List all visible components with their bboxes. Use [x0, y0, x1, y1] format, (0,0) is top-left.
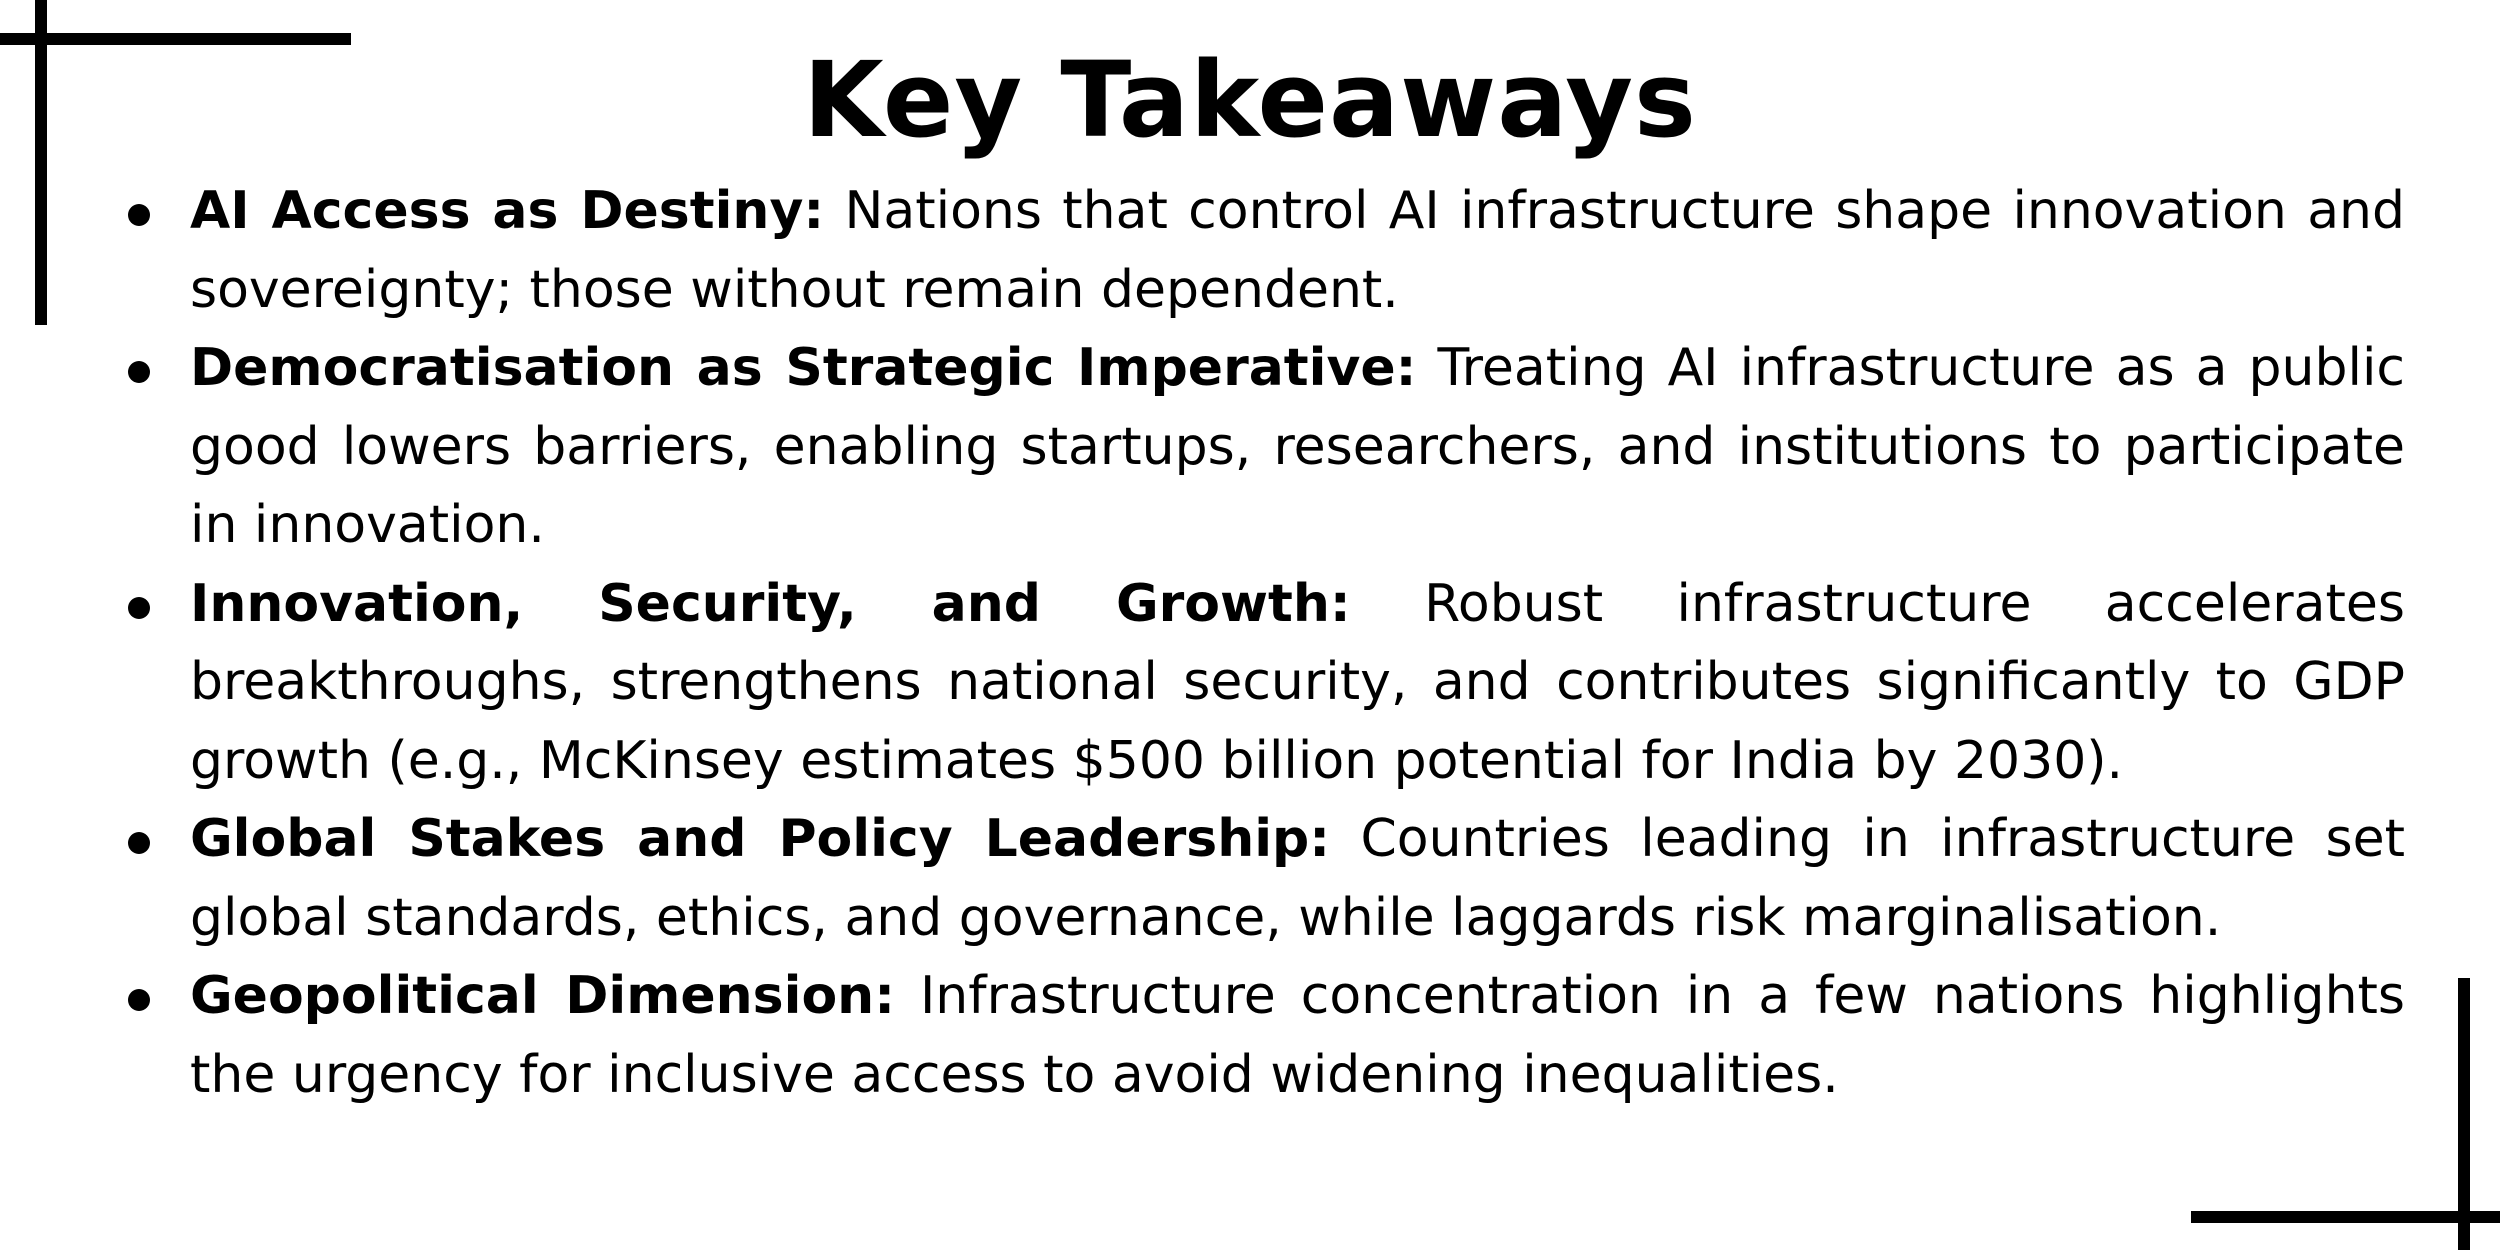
takeaways-list: [190, 172, 2405, 1114]
takeaway-label: AI Access as Destiny:: [190, 181, 825, 241]
bullet-icon: [128, 597, 150, 619]
bullet-icon: [128, 204, 150, 226]
takeaway-item: [190, 329, 2405, 565]
takeaway-label: Geopolitical Dimension:: [190, 966, 895, 1026]
takeaway-label: Global Stakes and Policy Leadership:: [190, 809, 1331, 869]
takeaway-label: Democratisation as Strategic Imperative:: [190, 338, 1417, 398]
takeaway-item: [190, 172, 2405, 329]
bullet-icon: [128, 989, 150, 1011]
takeaway-item: [190, 565, 2405, 801]
takeaway-item: [190, 800, 2405, 957]
takeaway-text: Treating AI infrastructure as a public good lowers barriers, enabling startups, researchers, and institutions to participate in innovation.: [190, 338, 2405, 555]
takeaway-text: Robust infrastructure accelerates breakthroughs, strengthens national security, and contributes significantly to GDP growth (e.g., McKinsey estimates $500 billion potential for India by 2030).: [190, 573, 2405, 791]
takeaway-text: Nations that control AI infrastructure shape innovation and sovereignty; those without remain dependent.: [190, 181, 2406, 320]
bullet-icon: [128, 832, 150, 854]
takeaway-text: Countries leading in infrastructure set global standards, ethics, and governance, while laggards risk marginalisation.: [190, 809, 2406, 948]
slide-title: Key Takeaways: [803, 39, 1697, 161]
takeaway-text: Infrastructure concentration in a few nations highlights the urgency for inclusive access to avoid widening inequalities.: [190, 966, 2406, 1105]
takeaway-item: [190, 957, 2405, 1114]
takeaway-label: Innovation, Security, and Growth:: [190, 573, 1351, 634]
corner-line-bottom-right-vertical: [2458, 978, 2470, 1250]
corner-line-bottom-right-horizontal: [2191, 1211, 2500, 1223]
bullet-icon: [128, 361, 150, 383]
